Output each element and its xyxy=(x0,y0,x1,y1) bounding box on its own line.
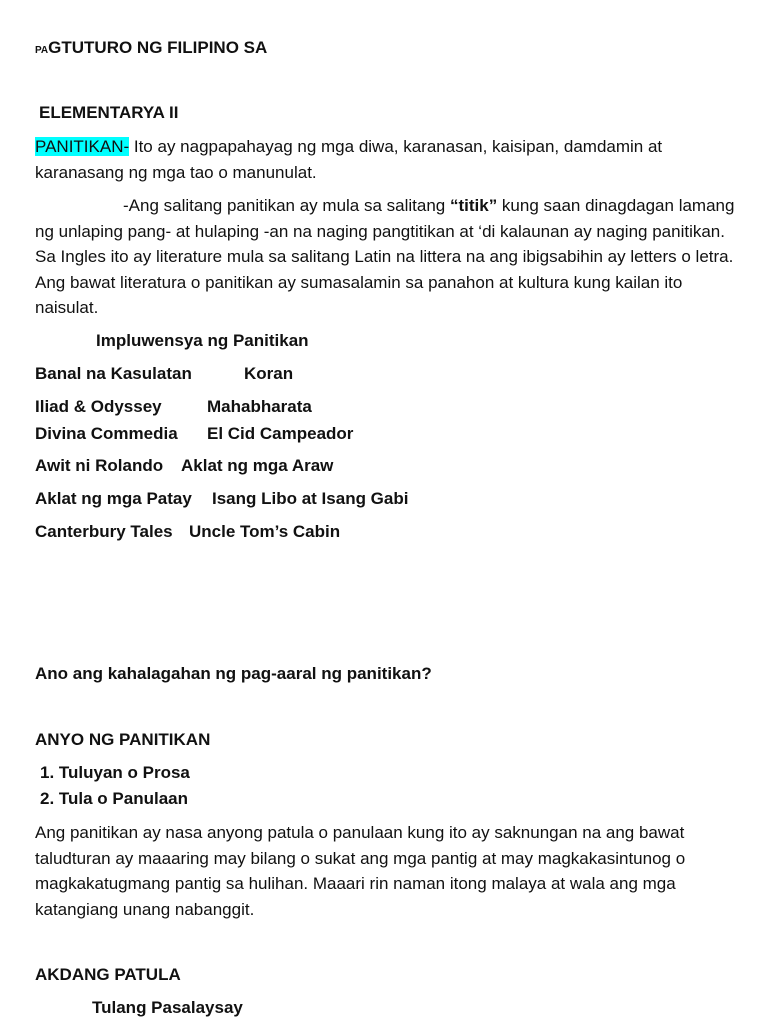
etymology-text-2: kung saan dinagdagan lamang ng unlaping pang- at hulaping -an na naging pangtitikan at ‘di kalaunan ay naging panitikan. Sa Ingles ito ay literature mula sa salitang Latin na littera na ang ibigsabihin ay letters o letra. Ang bawat literatura o panitikan ay sumasalamin sa panahon at kultura kung kailan ito naisulat. xyxy=(35,196,735,317)
etymology-keyword: “titik” xyxy=(449,196,498,215)
influence-item: Uncle Tom’s Cabin xyxy=(189,522,341,541)
question-heading: Ano ang kahalagahan ng pag-aaral ng panitikan? xyxy=(35,664,432,683)
influence-item: Iliad & Odyssey xyxy=(35,397,162,416)
influence-item: Aklat ng mga Araw xyxy=(181,456,334,475)
anyo-list-item: 1. Tuluyan o Prosa xyxy=(40,763,190,782)
akdang-heading: AKDANG PATULA xyxy=(35,965,181,984)
influence-item: Aklat ng mga Patay xyxy=(35,489,192,508)
title-prefix: PA xyxy=(35,45,49,56)
influence-item: Divina Commedia xyxy=(35,424,178,443)
definition-paragraph xyxy=(35,134,735,185)
influence-item: Mahabharata xyxy=(207,397,312,416)
etymology-text-1: -Ang salitang panitikan ay mula sa salitang xyxy=(123,196,450,215)
influence-item: Canterbury Tales xyxy=(35,522,173,541)
influence-item: Banal na Kasulatan xyxy=(35,364,192,383)
highlighted-term: PANITIKAN- xyxy=(35,137,130,156)
influence-item: Koran xyxy=(244,364,294,383)
etymology-paragraph xyxy=(35,193,735,321)
influence-item: El Cid Campeador xyxy=(207,424,354,443)
anyo-heading: ANYO NG PANITIKAN xyxy=(35,730,211,749)
anyo-paragraph: Ang panitikan ay nasa anyong patula o panulaan kung ito ay saknungan na ang bawat taludturan ay maaaring may bilang o sukat ang mga pantig at may magkakasintunog o magkakatugmang pantig sa hulihan. Maaari rin naman itong malaya at wala ang mga katangiang unang nabanggit. xyxy=(35,823,686,919)
tulang-heading: Tulang Pasalaysay xyxy=(92,998,243,1017)
influence-item: Awit ni Rolando xyxy=(35,456,164,475)
document-title xyxy=(35,37,267,62)
definition-text: Ito ay nagpapahayag ng mga diwa, karanasan, kaisipan, damdamin at karanasang ng mga tao o manunulat. xyxy=(35,137,663,182)
influence-item: Isang Libo at Isang Gabi xyxy=(212,489,409,508)
influence-heading: Impluwensya ng Panitikan xyxy=(96,331,309,350)
subtitle: ELEMENTARYA II xyxy=(39,103,179,122)
title-main: GTUTURO NG FILIPINO SA xyxy=(48,38,268,57)
anyo-list-item: 2. Tula o Panulaan xyxy=(40,789,188,808)
